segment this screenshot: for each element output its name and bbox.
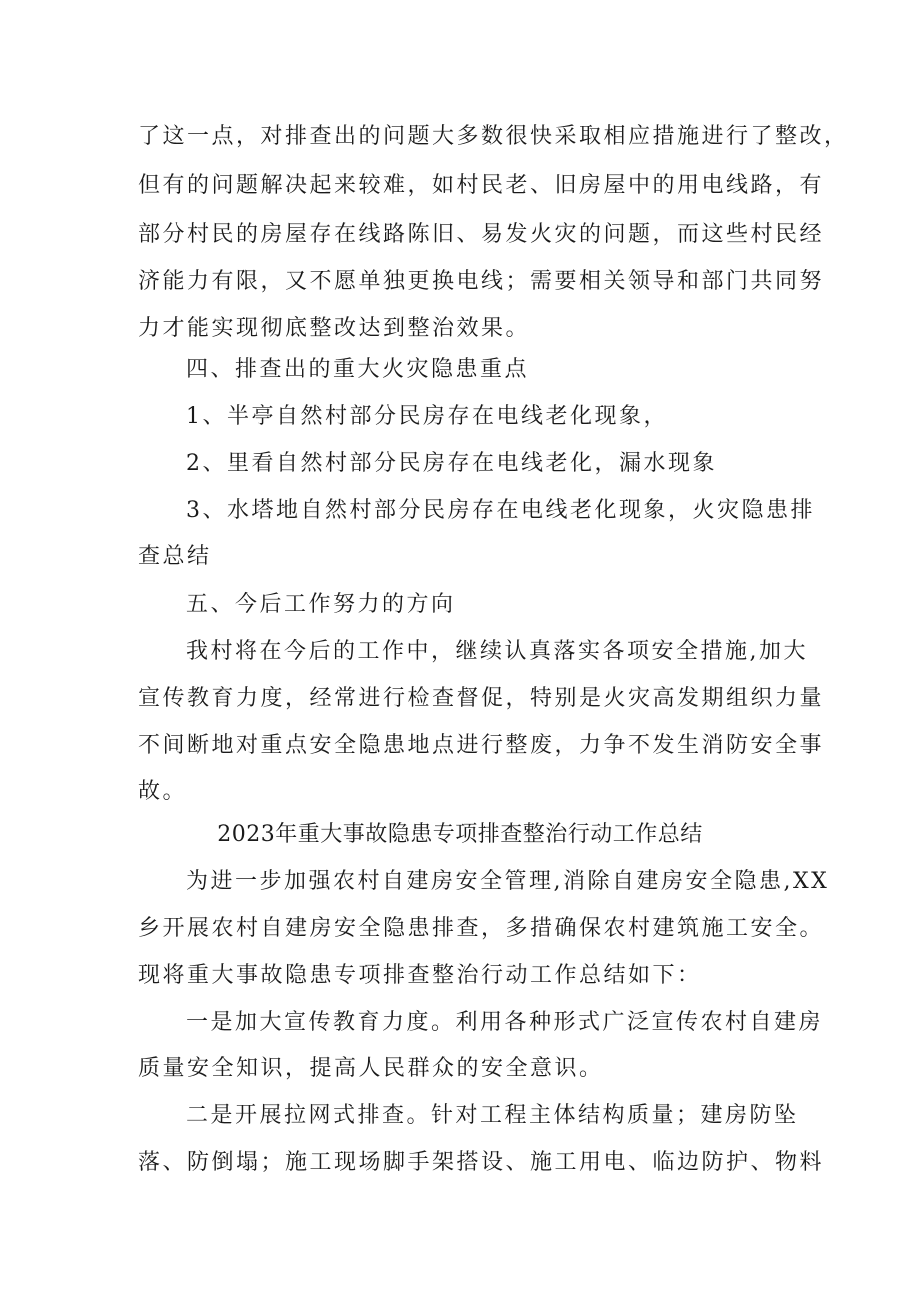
paragraph-line: 乡开展农村自建房安全隐患排查，多措确保农村建筑施工安全。 — [138, 916, 825, 941]
paragraph-line: 部分村民的房屋存在线路陈旧、易发火灾的问题，而这些村民经 — [138, 222, 825, 247]
paragraph-line: 不间断地对重点安全隐患地点进行整废，力争不发生消防安全事 — [138, 733, 825, 758]
list-item: 3、水塔地自然村部分民房存在电线老化现象，火灾隐患排 — [186, 498, 815, 523]
paragraph-line: 质量安全知识，提高人民群众的安全意识。 — [138, 1056, 604, 1081]
paragraph-line: 了这一点，对排查出的问题大多数很快采取相应措施进行了整改， — [138, 124, 849, 149]
section-heading: 五、今后工作努力的方向 — [186, 592, 456, 617]
paragraph-line: 为进一步加强农村自建房安全管理,消除自建房安全隐患,XX — [186, 869, 830, 894]
paragraph-line: 力才能实现彻底整改达到整治效果。 — [138, 316, 531, 341]
paragraph-line: 一是加大宣传教育力度。利用各种形式广泛宣传农村自建房 — [186, 1010, 824, 1035]
list-item: 1、半亭自然村部分民房存在电线老化现象， — [186, 404, 668, 429]
paragraph-line: 宣传教育力度，经常进行检查督促，特别是火灾高发期组织力量 — [138, 686, 825, 711]
list-item: 2、里看自然村部分民房存在电线老化，漏水现象 — [186, 451, 717, 476]
paragraph-line: 我村将在今后的工作中，继续认真落实各项安全措施,加大 — [186, 639, 808, 664]
paragraph-line: 二是开展拉网式排查。针对工程主体结构质量；建房防坠 — [186, 1103, 799, 1128]
paragraph-line: 但有的问题解决起来较难，如村民老、旧房屋中的用电线路，有 — [138, 173, 825, 198]
section-heading: 四、排查出的重大火灾隐患重点 — [186, 357, 530, 382]
paragraph-line: 现将重大事故隐患专项排查整治行动工作总结如下： — [138, 963, 702, 988]
paragraph-line: 落、防倒塌；施工现场脚手架搭设、施工用电、临边防护、物料 — [138, 1150, 825, 1175]
paragraph-line: 故。 — [138, 779, 188, 804]
paragraph-line: 济能力有限，又不愿单独更换电线；需要相关领导和部门共同努 — [138, 269, 825, 294]
document-title: 2023年重大事故隐患专项排查整治行动工作总结 — [217, 822, 703, 847]
list-item-continuation: 查总结 — [138, 544, 212, 569]
